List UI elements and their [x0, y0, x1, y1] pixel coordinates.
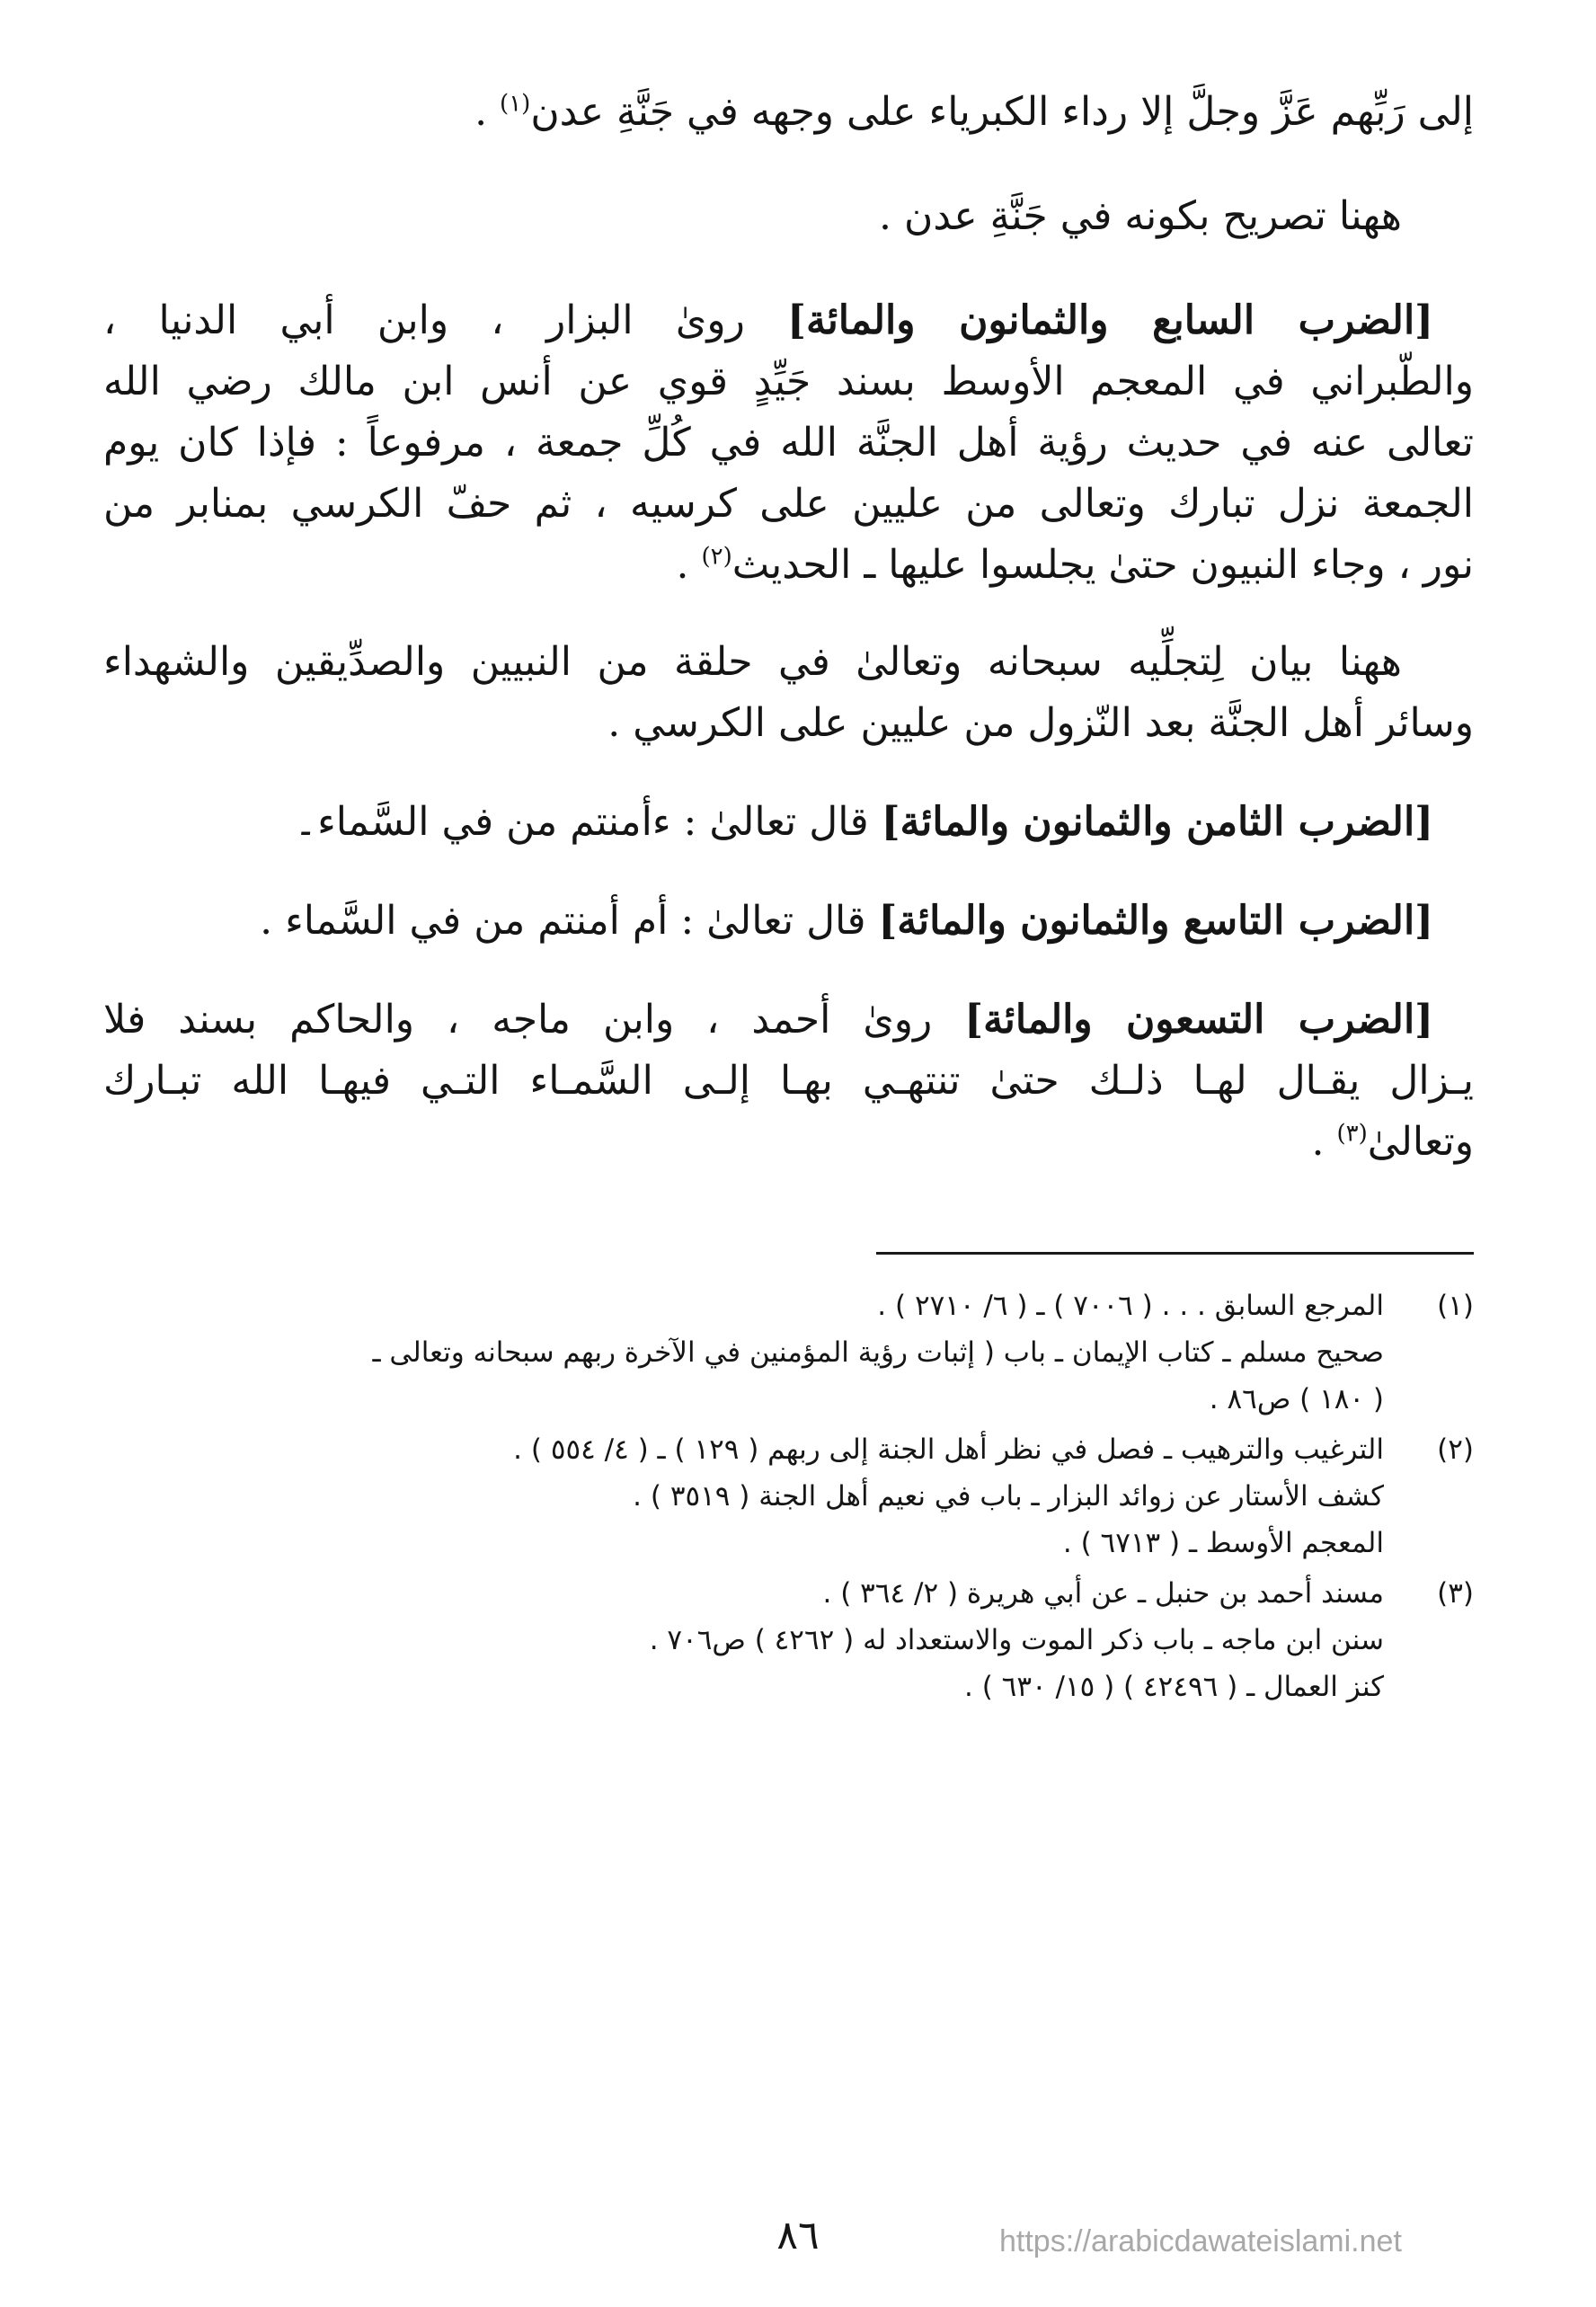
text-line-4: والطّبراني في المعجم الأوسط بسند جَيِّدٍ قوي عن أنس ابن مالك رضي الله	[103, 359, 1474, 404]
text-line-2: ههنا تصريح بكونه في جَنَّةِ عدن .	[879, 193, 1402, 239]
footnote-ref-2[interactable]: (٢)	[701, 543, 732, 571]
footnote-separator	[876, 1252, 1474, 1255]
footnote-ref-1[interactable]: (١)	[500, 90, 531, 118]
text-line-11: [الضرب التاسع والثمانون والمائة] قال تعالىٰ : أم أمنتم من في السَّماء .	[260, 898, 1433, 944]
text-line-6: الجمعة نزل تبارك وتعالى من عليين على كرسيه ، ثم حفّ الكرسي بمنابر من	[103, 481, 1474, 527]
page-number: ٨٦	[776, 2213, 820, 2258]
footnote-line: كشف الأستار عن زوائد البزار ـ باب في نعيم أهل الجنة ( ٣٥١٩ ) .	[633, 1480, 1384, 1513]
footnote-number: (١)	[1437, 1290, 1474, 1322]
footnote-line: المعجم الأوسط ـ ( ٦٧١٣ ) .	[1062, 1527, 1384, 1559]
text-line-5: تعالى عنه في حديث رؤية أهل الجنَّة الله في كُلِّ جمعة ، مرفوعاً : فإذا كان يوم	[103, 420, 1474, 466]
text-line-1: إلى رَبِّهم عَزَّ وجلَّ إلا رداء الكبرياء على وجهه في جَنَّةِ عدن$^{(١)}$ .	[474, 89, 1474, 135]
footnote-line: كنز العمال ـ ( ٤٢٤٩٦ ) ( ١٥/ ٦٣٠ ) .	[964, 1671, 1384, 1703]
footnote-line: الترغيب والترهيب ـ فصل في نظر أهل الجنة إلى ربهم ( ١٢٩ ) ـ ( ٤/ ٥٥٤ ) .	[513, 1433, 1384, 1466]
text-line-14: وتعالىٰ$^{(٣)}$ .	[1311, 1119, 1474, 1165]
footnote-line: ( ١٨٠ ) ص٨٦ .	[1209, 1383, 1384, 1415]
text-line-8: ههنا بيان لِتجلِّيه سبحانه وتعالىٰ في حلقة من النبيين والصدِّيقين والشهداء	[103, 639, 1402, 685]
text-line-10: [الضرب الثامن والثمانون والمائة] قال تعالىٰ : ءأمنتم من في السَّماء۔	[294, 799, 1433, 845]
footnote-number: (٢)	[1437, 1433, 1474, 1466]
text-line-12: [الضرب التسعون والمائة] روىٰ أحمد ، وابن ماجه ، والحاكم بسند فلا	[103, 997, 1434, 1043]
watermark-url[interactable]: https://arabicdawateislami.net	[999, 2224, 1402, 2258]
footnote-line: صحيح مسلم ـ كتاب الإيمان ـ باب ( إثبات رؤية المؤمنين في الآخرة ربهم سبحانه وتعالى ـ	[372, 1336, 1384, 1369]
footnote-number: (٣)	[1437, 1577, 1474, 1610]
text-line-9: وسائر أهل الجنَّة بعد النّزول من عليين على الكرسي .	[607, 700, 1474, 746]
footnote-line: المرجع السابق . . . ( ٧٠٠٦ ) ـ ( ٦/ ٢٧١٠ ) .	[877, 1290, 1384, 1322]
footnote-ref-3[interactable]: (٣)	[1336, 1120, 1368, 1148]
footnote-line: مسند أحمد بن حنبل ـ عن أبي هريرة ( ٢/ ٣٦٤ ) .	[822, 1577, 1384, 1610]
text-line-7: نور ، وجاء النبيون حتىٰ يجلسوا عليها ـ الحديث$^{(٢)}$ .	[676, 542, 1474, 588]
text-line-13: يـزال يقـال لهـا ذلـك حتىٰ تنتهـي بهـا إلـى السَّمـاء التـي فيهـا الله تبـارك	[103, 1058, 1474, 1104]
footnote-line: سنن ابن ماجه ـ باب ذكر الموت والاستعداد له ( ٤٢٦٢ ) ص٧٠٦ .	[649, 1624, 1384, 1656]
text-line-3: [الضرب السابع والثمانون والمائة] روىٰ البزار ، وابن أبي الدنيا ،	[103, 297, 1433, 343]
